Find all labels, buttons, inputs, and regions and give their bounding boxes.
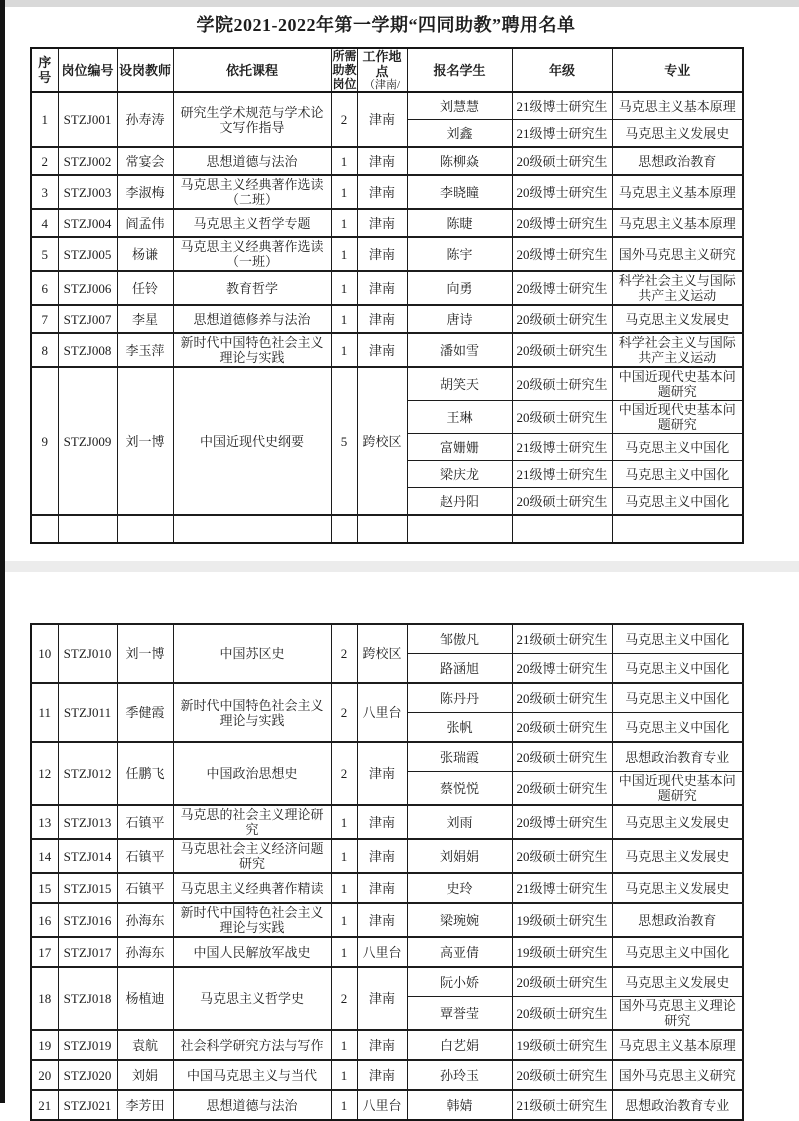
student-name-cell: 孙玲玉 — [407, 1060, 512, 1090]
teacher-name-cell: 杨谦 — [117, 237, 173, 271]
work-location-cell: 津南 — [357, 805, 407, 839]
work-location-cell: 津南 — [357, 209, 407, 237]
student-name-cell: 史玲 — [407, 873, 512, 903]
student-grade-cell: 20级博士研究生 — [512, 175, 612, 209]
position-code-cell — [58, 515, 117, 543]
student-grade-cell: 19级硕士研究生 — [512, 903, 612, 937]
student-name-cell: 高亚倩 — [407, 937, 512, 967]
student-grade-cell: 20级硕士研究生 — [512, 147, 612, 175]
course-name-cell: 马克思的社会主义理论研究 — [173, 805, 331, 839]
course-name-cell — [173, 515, 331, 543]
position-code-cell: STZJ011 — [58, 683, 117, 742]
ta-count-cell: 1 — [331, 209, 357, 237]
student-grade-cell: 20级硕士研究生 — [512, 333, 612, 367]
table-row — [31, 305, 743, 333]
teacher-name-cell: 刘娟 — [117, 1060, 173, 1090]
seq-cell: 5 — [31, 237, 58, 271]
teacher-name-cell: 李芳田 — [117, 1090, 173, 1120]
student-name-cell: 路涵旭 — [407, 654, 512, 684]
student-grade-cell: 21级硕士研究生 — [512, 1090, 612, 1120]
header-work-location — [357, 48, 407, 92]
table-row — [31, 937, 743, 967]
student-grade-cell: 20级硕士研究生 — [512, 742, 612, 772]
ta-count-cell: 2 — [331, 683, 357, 742]
teacher-name-cell: 李星 — [117, 305, 173, 333]
seq-cell — [31, 515, 58, 543]
teacher-name-cell: 李淑梅 — [117, 175, 173, 209]
student-grade-cell: 20级博士研究生 — [512, 654, 612, 684]
table-row — [31, 967, 743, 997]
course-name-cell: 思想道德与法治 — [173, 147, 331, 175]
teacher-name-cell: 常宴会 — [117, 147, 173, 175]
seq-cell: 12 — [31, 742, 58, 805]
seq-cell: 13 — [31, 805, 58, 839]
ta-count-cell: 1 — [331, 903, 357, 937]
student-major-cell: 科学社会主义与国际共产主义运动 — [612, 333, 743, 367]
course-name-cell: 马克思主义哲学专题 — [173, 209, 331, 237]
table-row — [31, 515, 743, 543]
course-name-cell: 新时代中国特色社会主义理论与实践 — [173, 683, 331, 742]
page-break-band — [5, 561, 799, 572]
ta-count-cell: 1 — [331, 147, 357, 175]
teacher-name-cell: 刘一博 — [117, 624, 173, 683]
seq-cell: 19 — [31, 1030, 58, 1060]
student-major-cell: 思想政治教育 — [612, 903, 743, 937]
ta-count-cell: 2 — [331, 92, 357, 147]
header-ta-count: 所需助教岗位 — [332, 49, 357, 91]
ta-count-cell: 1 — [331, 937, 357, 967]
seq-cell: 11 — [31, 683, 58, 742]
header-seq: 序号 — [31, 48, 58, 92]
position-code-cell: STZJ013 — [58, 805, 117, 839]
position-code-cell: STZJ009 — [58, 367, 117, 515]
position-code-cell: STZJ019 — [58, 1030, 117, 1060]
student-major-cell: 马克思主义发展史 — [612, 873, 743, 903]
student-major-cell: 马克思主义发展史 — [612, 805, 743, 839]
student-grade-cell: 21级博士研究生 — [512, 120, 612, 148]
header-course: 依托课程 — [173, 48, 331, 92]
student-grade-cell: 20级硕士研究生 — [512, 967, 612, 997]
work-location-cell: 津南 — [357, 1030, 407, 1060]
header-major: 专业 — [612, 48, 743, 92]
teacher-name-cell: 刘一博 — [117, 367, 173, 515]
student-grade-cell: 21级硕士研究生 — [512, 624, 612, 654]
teacher-name-cell: 任鹏飞 — [117, 742, 173, 805]
student-grade-cell: 20级硕士研究生 — [512, 488, 612, 516]
student-grade-cell: 20级博士研究生 — [512, 209, 612, 237]
student-name-cell: 陈宇 — [407, 237, 512, 271]
student-major-cell: 马克思主义发展史 — [612, 305, 743, 333]
seq-cell: 9 — [31, 367, 58, 515]
course-name-cell: 中国政治思想史 — [173, 742, 331, 805]
course-name-cell: 马克思主义哲学史 — [173, 967, 331, 1030]
table-row — [31, 333, 743, 367]
student-major-cell: 马克思主义发展史 — [612, 120, 743, 148]
table-row — [31, 1030, 743, 1060]
position-code-cell: STZJ008 — [58, 333, 117, 367]
student-name-cell: 陈柳焱 — [407, 147, 512, 175]
student-major-cell — [612, 515, 743, 543]
position-code-cell: STZJ017 — [58, 937, 117, 967]
ta-count-cell: 1 — [331, 805, 357, 839]
student-name-cell: 邹傲凡 — [407, 624, 512, 654]
student-name-cell: 张帆 — [407, 713, 512, 743]
student-major-cell: 思想政治教育专业 — [612, 1090, 743, 1120]
table-row — [31, 742, 743, 772]
course-name-cell: 中国苏区史 — [173, 624, 331, 683]
teacher-name-cell: 李玉萍 — [117, 333, 173, 367]
student-grade-cell: 20级硕士研究生 — [512, 367, 612, 401]
ta-count-cell: 2 — [331, 624, 357, 683]
student-name-cell: 唐诗 — [407, 305, 512, 333]
position-code-cell: STZJ018 — [58, 967, 117, 1030]
teacher-name-cell: 石镇平 — [117, 805, 173, 839]
ta-count-cell: 1 — [331, 873, 357, 903]
header-teacher: 设岗教师 — [117, 48, 173, 92]
position-code-cell: STZJ004 — [58, 209, 117, 237]
seq-cell: 10 — [31, 624, 58, 683]
teacher-name-cell: 孙寿涛 — [117, 92, 173, 147]
ta-count-cell: 1 — [331, 839, 357, 873]
position-code-cell: STZJ012 — [58, 742, 117, 805]
ta-count-cell: 1 — [331, 175, 357, 209]
student-major-cell: 马克思主义中国化 — [612, 713, 743, 743]
student-name-cell: 向勇 — [407, 271, 512, 305]
teacher-name-cell: 孙海东 — [117, 903, 173, 937]
student-name-cell: 白艺娟 — [407, 1030, 512, 1060]
student-major-cell: 中国近现代史基本问题研究 — [612, 772, 743, 806]
student-grade-cell: 21级博士研究生 — [512, 92, 612, 120]
seq-cell: 20 — [31, 1060, 58, 1090]
student-major-cell: 马克思主义基本原理 — [612, 92, 743, 120]
position-code-cell: STZJ020 — [58, 1060, 117, 1090]
course-name-cell: 社会科学研究方法与写作 — [173, 1030, 331, 1060]
ta-count-cell: 2 — [331, 967, 357, 1030]
table-row — [31, 1060, 743, 1090]
table-row — [31, 683, 743, 713]
course-name-cell: 马克思主义经典著作选读（一班） — [173, 237, 331, 271]
header-position-code: 岗位编号 — [58, 48, 117, 92]
student-major-cell: 马克思主义基本原理 — [612, 1030, 743, 1060]
table-row — [31, 805, 743, 839]
position-code-cell: STZJ015 — [58, 873, 117, 903]
teacher-name-cell: 季健霞 — [117, 683, 173, 742]
ta-count-cell: 1 — [331, 271, 357, 305]
table-row — [31, 209, 743, 237]
table-row — [31, 903, 743, 937]
student-grade-cell: 19级硕士研究生 — [512, 937, 612, 967]
teacher-name-cell — [117, 515, 173, 543]
student-grade-cell: 21级博士研究生 — [512, 873, 612, 903]
header-work-location-note: （津南/ — [363, 79, 401, 91]
course-name-cell: 马克思主义经典著作选读（二班） — [173, 175, 331, 209]
course-name-cell: 思想道德与法治 — [173, 1090, 331, 1120]
header-grade: 年级 — [512, 48, 612, 92]
work-location-cell: 津南 — [357, 92, 407, 147]
header-student: 报名学生 — [407, 48, 512, 92]
student-grade-cell: 21级博士研究生 — [512, 434, 612, 461]
seq-cell: 15 — [31, 873, 58, 903]
work-location-cell: 跨校区 — [357, 367, 407, 515]
position-code-cell: STZJ014 — [58, 839, 117, 873]
student-major-cell: 中国近现代史基本问题研究 — [612, 367, 743, 401]
table-row — [31, 839, 743, 873]
work-location-cell: 津南 — [357, 271, 407, 305]
student-name-cell: 富姗姗 — [407, 434, 512, 461]
student-grade-cell: 20级博士研究生 — [512, 237, 612, 271]
student-name-cell — [407, 515, 512, 543]
teacher-name-cell: 阎孟伟 — [117, 209, 173, 237]
roster-table-page-2 — [30, 623, 744, 1121]
student-grade-cell: 19级硕士研究生 — [512, 1030, 612, 1060]
student-name-cell: 刘娟娟 — [407, 839, 512, 873]
position-code-cell: STZJ016 — [58, 903, 117, 937]
course-name-cell: 马克思主义经典著作精读 — [173, 873, 331, 903]
student-grade-cell: 20级硕士研究生 — [512, 1060, 612, 1090]
student-grade-cell: 20级硕士研究生 — [512, 305, 612, 333]
position-code-cell: STZJ010 — [58, 624, 117, 683]
course-name-cell: 教育哲学 — [173, 271, 331, 305]
table-header-row — [31, 48, 743, 92]
ta-count-cell: 1 — [331, 1090, 357, 1120]
table-row — [31, 237, 743, 271]
course-name-cell: 中国人民解放军战史 — [173, 937, 331, 967]
student-name-cell: 蔡悦悦 — [407, 772, 512, 806]
roster-table-page-1 — [30, 47, 744, 544]
student-grade-cell: 20级硕士研究生 — [512, 839, 612, 873]
work-location-cell — [357, 515, 407, 543]
work-location-cell: 津南 — [357, 305, 407, 333]
student-name-cell: 李晓瞳 — [407, 175, 512, 209]
position-code-cell: STZJ006 — [58, 271, 117, 305]
student-name-cell: 覃誉莹 — [407, 997, 512, 1031]
student-major-cell: 马克思主义中国化 — [612, 488, 743, 516]
work-location-cell: 津南 — [357, 147, 407, 175]
student-grade-cell — [512, 515, 612, 543]
student-grade-cell: 20级硕士研究生 — [512, 401, 612, 434]
scan-edge-strip — [0, 0, 5, 1103]
student-major-cell: 马克思主义中国化 — [612, 434, 743, 461]
student-grade-cell: 21级博士研究生 — [512, 461, 612, 488]
teacher-name-cell: 任铃 — [117, 271, 173, 305]
student-major-cell: 思想政治教育 — [612, 147, 743, 175]
table-row — [31, 147, 743, 175]
student-grade-cell: 20级硕士研究生 — [512, 683, 612, 713]
course-name-cell: 中国近现代史纲要 — [173, 367, 331, 515]
ta-count-cell: 1 — [331, 305, 357, 333]
seq-cell: 21 — [31, 1090, 58, 1120]
seq-cell: 16 — [31, 903, 58, 937]
student-major-cell: 思想政治教育专业 — [612, 742, 743, 772]
student-major-cell: 马克思主义中国化 — [612, 937, 743, 967]
ta-count-cell: 1 — [331, 1030, 357, 1060]
course-name-cell: 马克思社会主义经济问题研究 — [173, 839, 331, 873]
page-title: 学院2021-2022年第一学期“四同助教”聘用名单 — [196, 15, 576, 35]
position-code-cell: STZJ021 — [58, 1090, 117, 1120]
course-name-cell: 新时代中国特色社会主义理论与实践 — [173, 903, 331, 937]
student-major-cell: 马克思主义发展史 — [612, 967, 743, 997]
student-major-cell: 马克思主义中国化 — [612, 624, 743, 654]
student-name-cell: 王琳 — [407, 401, 512, 434]
teacher-name-cell: 孙海东 — [117, 937, 173, 967]
student-grade-cell: 20级博士研究生 — [512, 805, 612, 839]
header-work-location-main: 工作地点 — [362, 49, 402, 79]
seq-cell: 17 — [31, 937, 58, 967]
work-location-cell: 跨校区 — [357, 624, 407, 683]
ta-count-cell: 1 — [331, 333, 357, 367]
student-major-cell: 科学社会主义与国际共产主义运动 — [612, 271, 743, 305]
teacher-name-cell: 袁航 — [117, 1030, 173, 1060]
teacher-name-cell: 石镇平 — [117, 839, 173, 873]
student-name-cell: 胡笑天 — [407, 367, 512, 401]
table-row — [31, 271, 743, 305]
student-grade-cell: 20级硕士研究生 — [512, 772, 612, 806]
seq-cell: 3 — [31, 175, 58, 209]
seq-cell: 14 — [31, 839, 58, 873]
work-location-cell: 津南 — [357, 839, 407, 873]
student-name-cell: 韩婧 — [407, 1090, 512, 1120]
student-major-cell: 马克思主义中国化 — [612, 461, 743, 488]
course-name-cell: 中国马克思主义与当代 — [173, 1060, 331, 1090]
table-row — [31, 624, 743, 654]
work-location-cell: 津南 — [357, 873, 407, 903]
student-grade-cell: 20级硕士研究生 — [512, 713, 612, 743]
ta-count-cell: 5 — [331, 367, 357, 515]
student-major-cell: 马克思主义中国化 — [612, 654, 743, 684]
work-location-cell: 津南 — [357, 175, 407, 209]
ta-count-cell: 2 — [331, 742, 357, 805]
work-location-cell: 津南 — [357, 967, 407, 1030]
student-name-cell: 刘慧慧 — [407, 92, 512, 120]
student-name-cell: 张瑞霞 — [407, 742, 512, 772]
student-major-cell: 国外马克思主义研究 — [612, 1060, 743, 1090]
student-major-cell: 国外马克思主义理论研究 — [612, 997, 743, 1031]
table-row — [31, 92, 743, 120]
student-major-cell: 马克思主义发展史 — [612, 839, 743, 873]
seq-cell: 8 — [31, 333, 58, 367]
ta-count-cell: 1 — [331, 237, 357, 271]
student-name-cell: 阮小娇 — [407, 967, 512, 997]
work-location-cell: 八里台 — [357, 1090, 407, 1120]
scan-top-strip — [5, 0, 799, 7]
student-name-cell: 潘如雪 — [407, 333, 512, 367]
student-name-cell: 梁琬婉 — [407, 903, 512, 937]
seq-cell: 2 — [31, 147, 58, 175]
course-name-cell: 研究生学术规范与学术论文写作指导 — [173, 92, 331, 147]
table-row — [31, 873, 743, 903]
work-location-cell: 津南 — [357, 237, 407, 271]
position-code-cell: STZJ002 — [58, 147, 117, 175]
student-major-cell: 中国近现代史基本问题研究 — [612, 401, 743, 434]
course-name-cell: 思想道德修养与法治 — [173, 305, 331, 333]
student-name-cell: 陈睫 — [407, 209, 512, 237]
work-location-cell: 八里台 — [357, 937, 407, 967]
student-major-cell: 国外马克思主义研究 — [612, 237, 743, 271]
student-grade-cell: 20级硕士研究生 — [512, 997, 612, 1031]
student-name-cell: 刘雨 — [407, 805, 512, 839]
student-major-cell: 马克思主义基本原理 — [612, 209, 743, 237]
student-name-cell: 刘鑫 — [407, 120, 512, 148]
table-row — [31, 1090, 743, 1120]
teacher-name-cell: 石镇平 — [117, 873, 173, 903]
course-name-cell: 新时代中国特色社会主义理论与实践 — [173, 333, 331, 367]
student-name-cell: 陈丹丹 — [407, 683, 512, 713]
student-name-cell: 梁庆龙 — [407, 461, 512, 488]
position-code-cell: STZJ007 — [58, 305, 117, 333]
seq-cell: 18 — [31, 967, 58, 1030]
position-code-cell: STZJ003 — [58, 175, 117, 209]
student-name-cell: 赵丹阳 — [407, 488, 512, 516]
ta-count-cell: 1 — [331, 1060, 357, 1090]
table-row — [31, 367, 743, 401]
seq-cell: 7 — [31, 305, 58, 333]
table-row — [31, 175, 743, 209]
teacher-name-cell: 杨植迪 — [117, 967, 173, 1030]
work-location-cell: 八里台 — [357, 683, 407, 742]
work-location-cell: 津南 — [357, 903, 407, 937]
work-location-cell: 津南 — [357, 1060, 407, 1090]
work-location-cell: 津南 — [357, 333, 407, 367]
position-code-cell: STZJ005 — [58, 237, 117, 271]
student-major-cell: 马克思主义基本原理 — [612, 175, 743, 209]
ta-count-cell — [331, 515, 357, 543]
work-location-cell: 津南 — [357, 742, 407, 805]
seq-cell: 1 — [31, 92, 58, 147]
student-major-cell: 马克思主义中国化 — [612, 683, 743, 713]
position-code-cell: STZJ001 — [58, 92, 117, 147]
seq-cell: 4 — [31, 209, 58, 237]
student-grade-cell: 20级博士研究生 — [512, 271, 612, 305]
seq-cell: 6 — [31, 271, 58, 305]
